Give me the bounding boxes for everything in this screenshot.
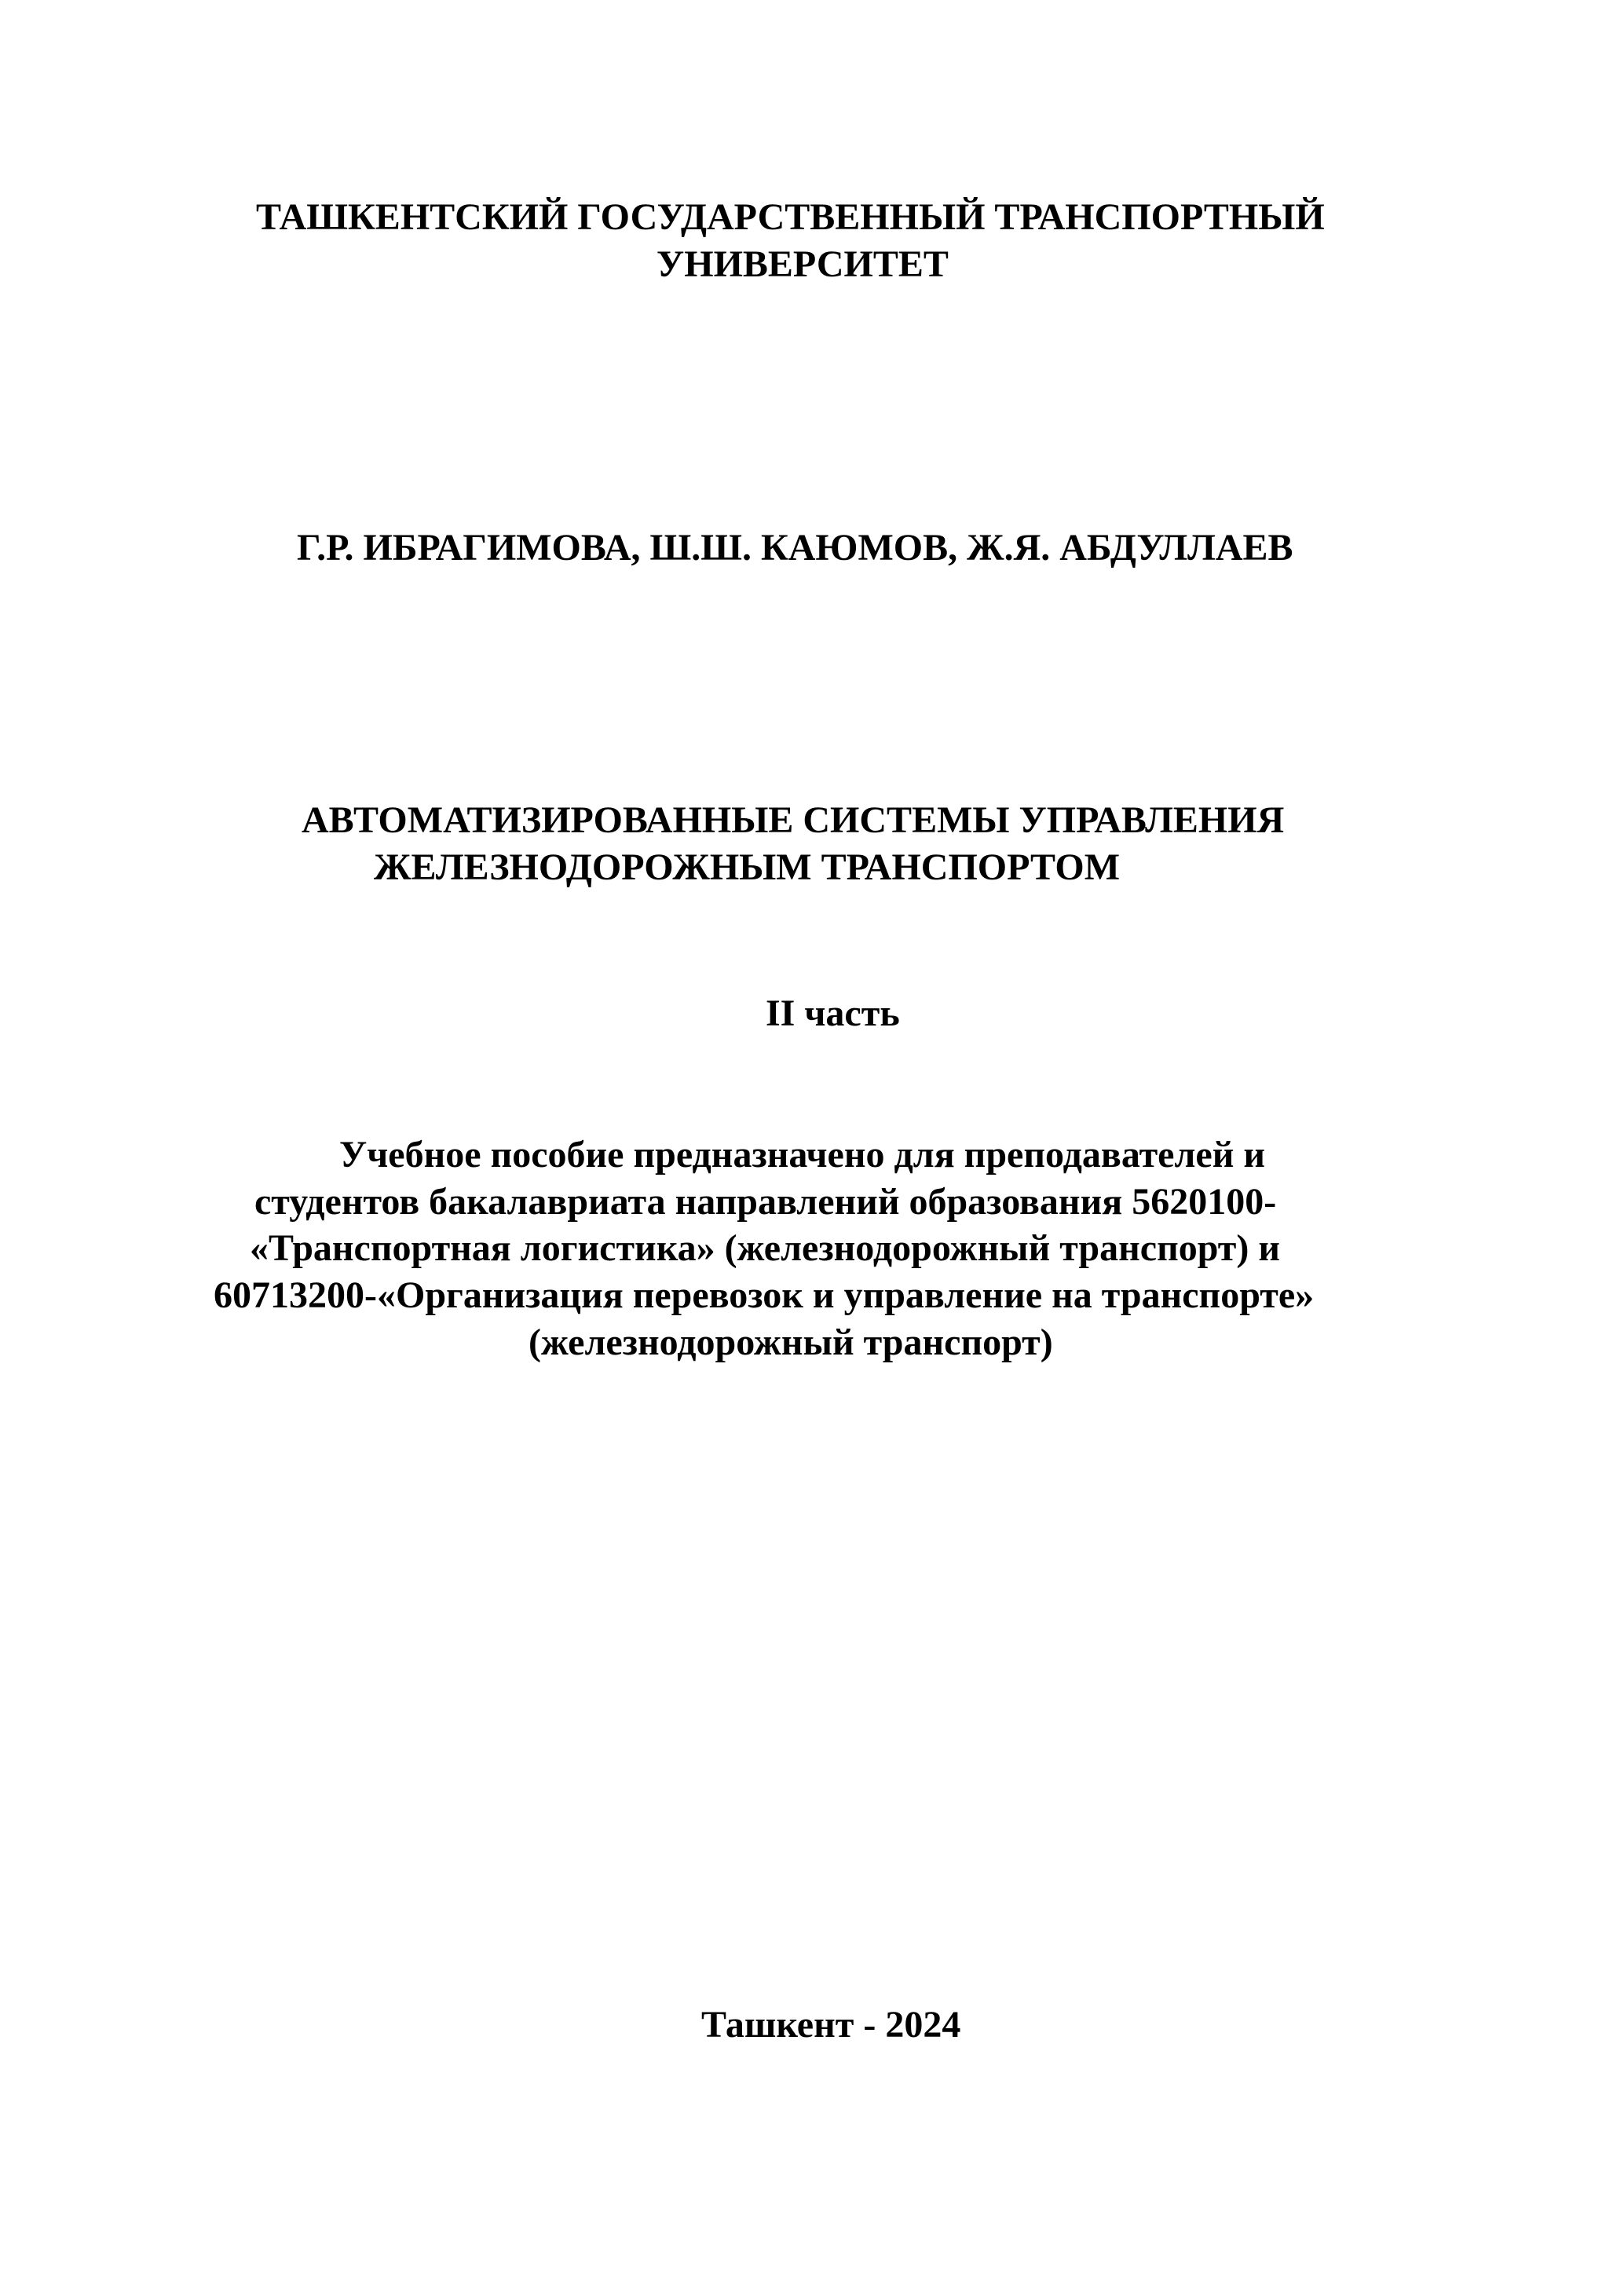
description-line1: Учебное пособие предназначено для преподавателей и — [339, 1134, 1265, 1175]
place-year: Ташкент - 2024 — [701, 2004, 961, 2046]
university-name-line2: УНИВЕРСИТЕТ — [657, 243, 949, 285]
description-line4: 60713200-«Организация перевозок и управление на транспорте» — [214, 1274, 1315, 1316]
description-line2: студентов бакалавриата направлений образования 5620100- — [254, 1181, 1277, 1223]
part-label: II часть — [766, 993, 900, 1034]
description-line3: «Транспортная логистика» (железнодорожный транспорт) и — [250, 1227, 1281, 1269]
university-name-line1: ТАШКЕНТСКИЙ ГОСУДАРСТВЕННЫЙ ТРАНСПОРТНЫЙ — [256, 196, 1325, 238]
description-line5: (железнодорожный транспорт) — [529, 1322, 1053, 1363]
authors: Г.Р. ИБРАГИМОВА, Ш.Ш. КАЮМОВ, Ж.Я. АБДУЛЛАЕВ — [297, 527, 1293, 569]
book-title-line1: АВТОМАТИЗИРОВАННЫЕ СИСТЕМЫ УПРАВЛЕНИЯ — [302, 799, 1285, 841]
book-title-line2: ЖЕЛЕЗНОДОРОЖНЫМ ТРАНСПОРТОМ — [374, 846, 1121, 888]
